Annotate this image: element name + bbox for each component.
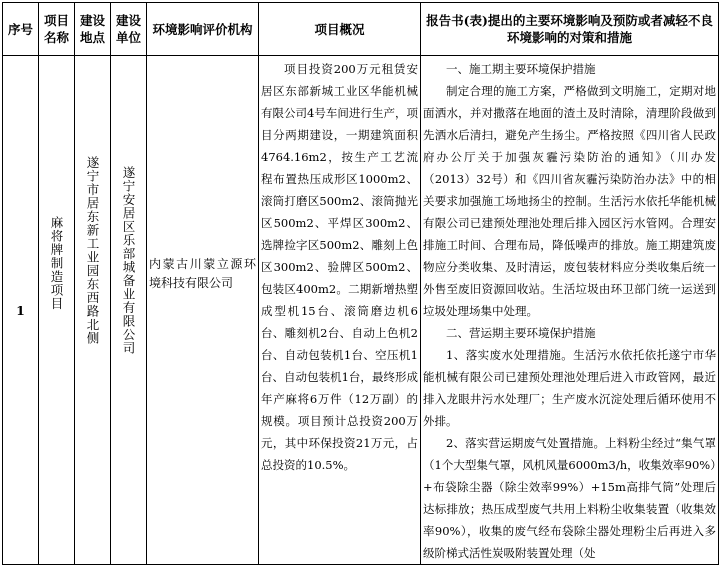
row-measures-cell [421,56,719,565]
measure-paragraph: 制定合理的施工方案，严格做到文明施工，定期对地面洒水，并对撒落在地面的渣土及时清除，清理阶段做到先洒水后清扫，避免产生扬尘。严格按照《四川省人民政府办公厅关于加强灰霾污染防治的通知》（川办发（2013）32号）和《四川省灰霾污染防治办法》中的相关要求加强施工场地扬尘的控制。生活污水依托华能机械有限公司已建预处理池处理后排入园区污水管网。合理安排施工时间、合理布局，降低噪声的排放。施工期建筑废物应分类收集、及时清运，废包装材料应分类收集后统一外售至废旧资源回收站。生活垃圾由环卫部门统一运送到垃圾处理场集中处理。 [423,84,716,318]
row-location-cell [75,56,111,565]
row-project-name-cell [39,56,75,565]
row-agency: 内蒙古川蒙立源环境科技有限公司 [149,257,256,290]
header-seq: 序号 [3,3,39,56]
header-overview: 项目概况 [259,3,421,56]
measure-paragraph: 一、施工期主要环境保护措施 [446,62,596,76]
header-unit: 建设单位 [111,3,147,56]
row-agency-cell [147,56,259,565]
table-row [3,56,719,565]
measure-paragraph: 2、落实营运期废气处置措施。上料粉尘经过“集气罩（1个大型集气罩，风机风量6000m3/h，收集效率90%）+布袋除尘器（除尘效率99%）+15m高排气筒”处理后达标排放；热压成型废气共用上料粉尘收集装置（收集效率90%），收集的废气经布袋除尘器处理粉尘后再进入多级阶梯式活性炭吸附装置处理（处 [423,436,716,560]
row-overview-cell [259,56,421,565]
environmental-assessment-table [2,2,719,565]
row-location: 遂宁市居东新工业园东西路北侧 [85,156,100,345]
measure-paragraph: 二、营运期主要环境保护措施 [446,326,596,340]
measures-list [421,56,718,564]
header-measures: 报告书(表)提出的主要环境影响及预防或者减轻不良环境影响的对策和措施 [421,3,719,56]
header-agency: 环境影响评价机构 [147,3,259,56]
row-unit-cell [111,56,147,565]
row-unit: 遂宁安居区乐部城备业有限公司 [121,166,136,355]
row-project-name: 麻将牌制造项目 [49,216,64,311]
header-row [3,3,719,56]
measure-paragraph: 1、落实废水处理措施。生活污水依托依托遂宁市华能机械有限公司已建预处理池处理后进入市政管网，最近排入龙眼井污水处理厂；生产废水沉淀处理后循环使用不外排。 [423,348,716,428]
row-seq: 1 [3,56,39,565]
row-overview: 项目投资200万元租赁安居区东部新城工业区华能机械有限公司4号车间进行生产，项目分两期建设，一期建筑面积4764.16m2，按生产工艺流程布置热压成形区1000m2、滚筒打磨区500m2、滚筒抛光区500m2、平焊区300m2、选牌捡字区500m2、雕刻上色区300m2、验牌区500m2、包装区400m2。二期新增热塑成型机15台、滚筒磨边机6台、雕刻机2台、自动上色机2台、自动包装机1台、空压机1台、自动包装机1台，最终形成年产麻将6万件（12万副）的规模。项目预计总投资200万元，其中环保投资21万元，占总投资的10.5%。 [261,62,418,472]
header-location: 建设地点 [75,3,111,56]
header-project-name: 项目名称 [39,3,75,56]
